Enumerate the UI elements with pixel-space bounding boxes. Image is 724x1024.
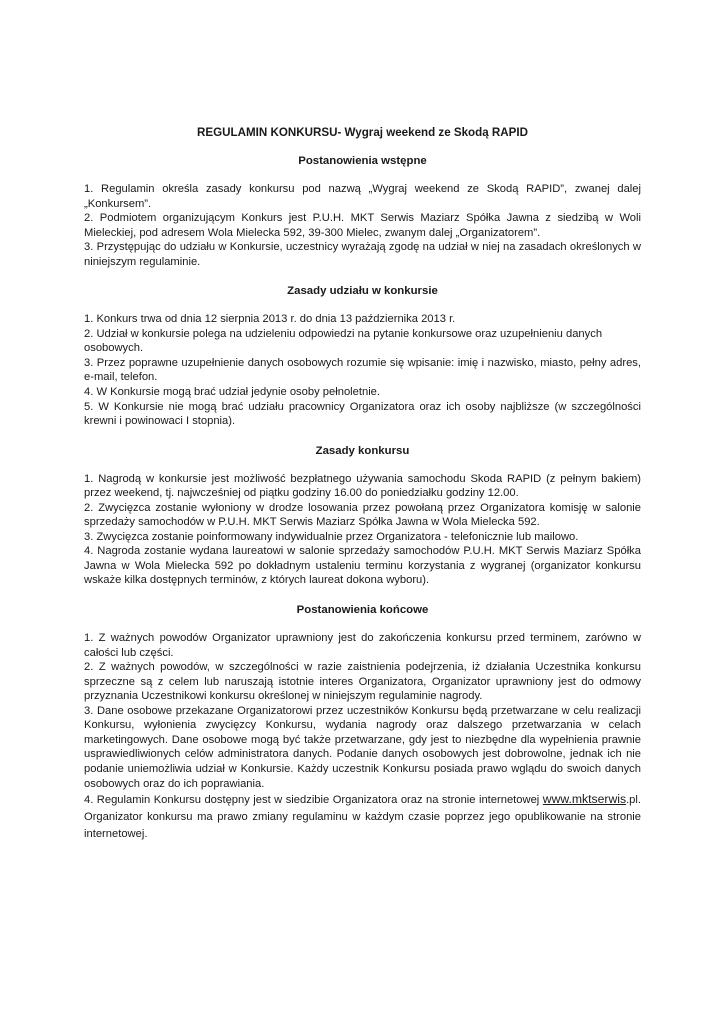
- paragraph: 2. Z ważnych powodów, w szczególności w razie zaistnienia podejrzenia, iż działania Uczestnika konkursu sprzeczne są z celem lub naruszają istotnie interes Organizatora, Organizator uprawniony jest do odmowy przyznania Uczestnikowi konkursu określonej w niniejszym regulaminie nagrody.: [84, 661, 641, 703]
- paragraph: 5. W Konkursie nie mogą brać udziału pracownicy Organizatora oraz ich osoby najbliższe (w szczególności krewni i powinowaci I stopnia).: [84, 400, 641, 428]
- paragraph: 3. Zwycięzca zostanie poinformowany indywidualnie przez Organizatora - telefonicznie lub mailowo.: [84, 530, 579, 543]
- paragraph: 1. Z ważnych powodów Organizator uprawniony jest do zakończenia konkursu przed terminem, zarówno w całości lub części.: [84, 632, 641, 659]
- document-title: REGULAMIN KONKURSU- Wygraj weekend ze Skodą RAPID: [197, 126, 528, 139]
- website-link[interactable]: www.mktserwis: [542, 792, 627, 807]
- paragraph: 1. Regulamin określa zasady konkursu pod nazwą „Wygraj weekend ze Skodą RAPID”, zwanej dalej „Konkursem”.: [84, 183, 641, 210]
- section-postanowienia-koncowe: [84, 603, 641, 843]
- document-page: [84, 125, 641, 843]
- paragraph: 3. Dane osobowe przekazane Organizatorowi przez uczestników Konkursu będą przetwarzane w celu realizacji Konkursu, wyłonienia zwycięzcy Konkursu, wydania nagrody oraz dalszego przetwarzania w celach marketingowych. Dane osobowe mogą być także przetwarzane, gdy jest to niezbędne dla wypełnienia prawnie usprawiedliwionych celów administratora danych. Podanie danych osobowych jest dobrowolne, jednak ich nie podanie uniemożliwia udział w Konkursie. Każdy uczestnik Konkursu posiada prawo wglądu do swoich danych osobowych oraz do ich poprawiania.: [84, 704, 641, 790]
- section-heading: Zasady konkursu: [315, 444, 410, 457]
- section-zasady-udzialu: [84, 284, 641, 428]
- paragraph: 3. Przystępując do udziału w Konkursie, uczestnicy wyrażają zgodę na udział w niej na zasadach określonych w niniejszym regulaminie.: [84, 241, 641, 268]
- paragraph: 4. W Konkursie mogą brać udział jedynie osoby pełnoletnie.: [84, 386, 381, 399]
- section-postanowienia-wstepne: [84, 154, 641, 269]
- section-heading: Zasady udziału w konkursie: [287, 285, 438, 298]
- section-heading: Postanowienia wstępne: [298, 155, 427, 167]
- paragraph-text: 4. Regulamin Konkursu dostępny jest w siedzibie Organizatora oraz na stronie internetowej: [84, 794, 543, 807]
- paragraph: 1. Konkurs trwa od dnia 12 sierpnia 2013 r. do dnia 13 października 2013 r.: [84, 313, 456, 326]
- paragraph-text: .pl. Organizator konkursu ma prawo zmiany regulaminu w każdym czasie poprzez jego opublikowanie na stronie internetowej.: [84, 794, 641, 841]
- paragraph: 4. Nagroda zostanie wydana laureatowi w salonie sprzedaży samochodów P.U.H. MKT Serwis Maziarz Spółka Jawna w Wola Mielecka 592 po dokładnym ustaleniu terminu korzystania z wygranej (organizator konkursu wskaże kilka dostępnych terminów, z których laureat dokona wyboru).: [84, 545, 641, 587]
- paragraph: 1. Nagrodą w konkursie jest możliwość bezpłatnego używania samochodu Skoda RAPID (z pełnym bakiem) przez weekend, tj. najwcześniej od piątku godziny 16.00 do poniedziałku godziny 12.00.: [84, 472, 641, 500]
- paragraph: 2. Udział w konkursie polega na udzieleniu odpowiedzi na pytanie konkursowe oraz uzupełnieniu danych osobowych.: [84, 327, 603, 355]
- paragraph-with-link: [84, 791, 641, 843]
- section-heading: Postanowienia końcowe: [296, 604, 429, 617]
- paragraph: 3. Przez poprawne uzupełnienie danych osobowych rozumie się wpisanie: imię i nazwisko, miasto, pełny adres, e-mail, telefon.: [84, 356, 641, 384]
- paragraph: 2. Zwycięzca zostanie wyłoniony w drodze losowania przez powołaną przez Organizatora komisję w salonie sprzedaży samochodów w P.U.H. MKT Serwis Maziarz Spółka Jawna w Wola Mielecka 592.: [84, 501, 641, 529]
- paragraph: 2. Podmiotem organizującym Konkurs jest P.U.H. MKT Serwis Maziarz Spółka Jawna z siedzibą w Woli Mieleckiej, pod adresem Wola Mielecka 592, 39-300 Mielec, zwanym dalej „Organizatorem”.: [84, 212, 641, 239]
- section-zasady-konkursu: [84, 444, 641, 588]
